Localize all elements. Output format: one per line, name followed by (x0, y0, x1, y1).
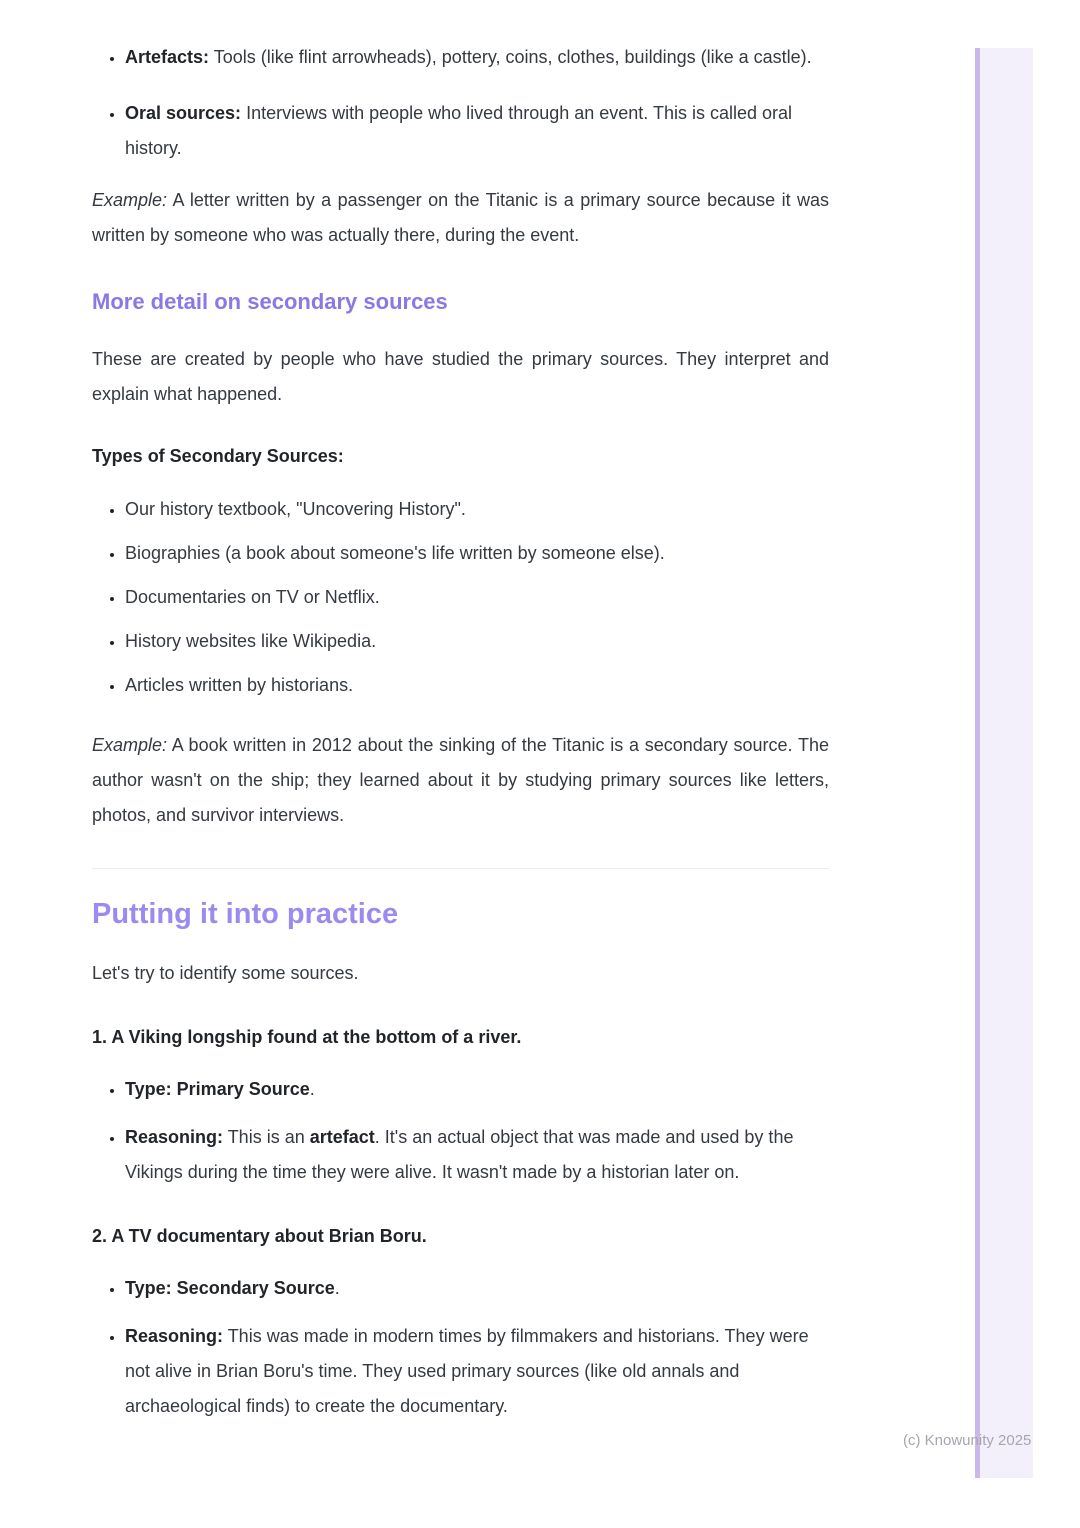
type-label: Type: Secondary Source (125, 1278, 335, 1298)
watermark: (c) Knowunity 2025 (903, 1432, 1032, 1449)
reasoning-text: This was made in modern times by filmmakers and historians. They were not alive in Brian Boru's time. They used primary sources (like old annals and archaeological finds) to create the documentary. (125, 1326, 809, 1416)
question-2-heading: 2. A TV documentary about Brian Boru. (92, 1226, 427, 1246)
list-item (125, 1120, 829, 1190)
question-1-heading: 1. A Viking longship found at the bottom of a river. (92, 1027, 522, 1047)
term-label: Artefacts: (125, 47, 210, 67)
example-paragraph (92, 183, 829, 253)
type-tail: . (334, 1278, 340, 1298)
example-label: Example: (92, 735, 168, 755)
list-item (125, 1319, 829, 1424)
document-body (92, 0, 829, 1424)
reasoning-emphasis: artefact (309, 1127, 375, 1147)
section-divider (92, 868, 829, 869)
side-strip (975, 48, 1033, 1478)
type-tail: . (309, 1079, 315, 1099)
list-item: • Articles written by historians. (125, 668, 829, 703)
section-intro-paragraph: These are created by people who have studied the primary sources. They interpret and explain what happened. (92, 349, 829, 404)
list-item (125, 40, 829, 75)
type-label: Type: Primary Source (125, 1079, 310, 1099)
reasoning-text: This is an (223, 1127, 310, 1147)
term-text: Interviews with people who lived through an event. This is called oral history. (125, 103, 793, 158)
list-item: • History websites like Wikipedia. (125, 624, 829, 659)
list-item (125, 1072, 829, 1107)
primary-source-types-list (92, 40, 829, 166)
term-label: Oral sources: (125, 103, 242, 123)
example-paragraph (92, 728, 829, 833)
list-item: • Documentaries on TV or Netflix. (125, 580, 829, 615)
example-text: A letter written by a passenger on the Titanic is a primary source because it was written by someone who was actually there, during the event. (92, 190, 829, 245)
question-2-answer-list (92, 1271, 829, 1424)
term-text: Tools (like flint arrowheads), pottery, coins, clothes, buildings (like a castle). (209, 47, 812, 67)
list-item: • Our history textbook, "Uncovering History". (125, 492, 829, 527)
secondary-source-types-list (92, 492, 829, 703)
page-heading-practice: Putting it into practice (92, 898, 399, 930)
example-text: A book written in 2012 about the sinking of the Titanic is a secondary source. The author wasn't on the ship; they learned about it by studying primary sources like letters, photos, and survivor interviews. (92, 735, 829, 825)
list-item: • Biographies (a book about someone's life written by someone else). (125, 536, 829, 571)
list-item (125, 96, 829, 166)
types-label: Types of Secondary Sources: (92, 446, 344, 466)
practice-intro-paragraph: Let's try to identify some sources. (92, 963, 359, 983)
list-item (125, 1271, 829, 1306)
reasoning-label: Reasoning: (125, 1326, 224, 1346)
section-heading-secondary-sources: More detail on secondary sources (92, 289, 448, 314)
question-1-answer-list (92, 1072, 829, 1190)
reasoning-label: Reasoning: (125, 1127, 224, 1147)
example-label: Example: (92, 190, 168, 210)
reasoning-text: . It's an actual object that was made and used by the Vikings during the time they were alive. It wasn't made by a historian later on. (125, 1127, 794, 1182)
